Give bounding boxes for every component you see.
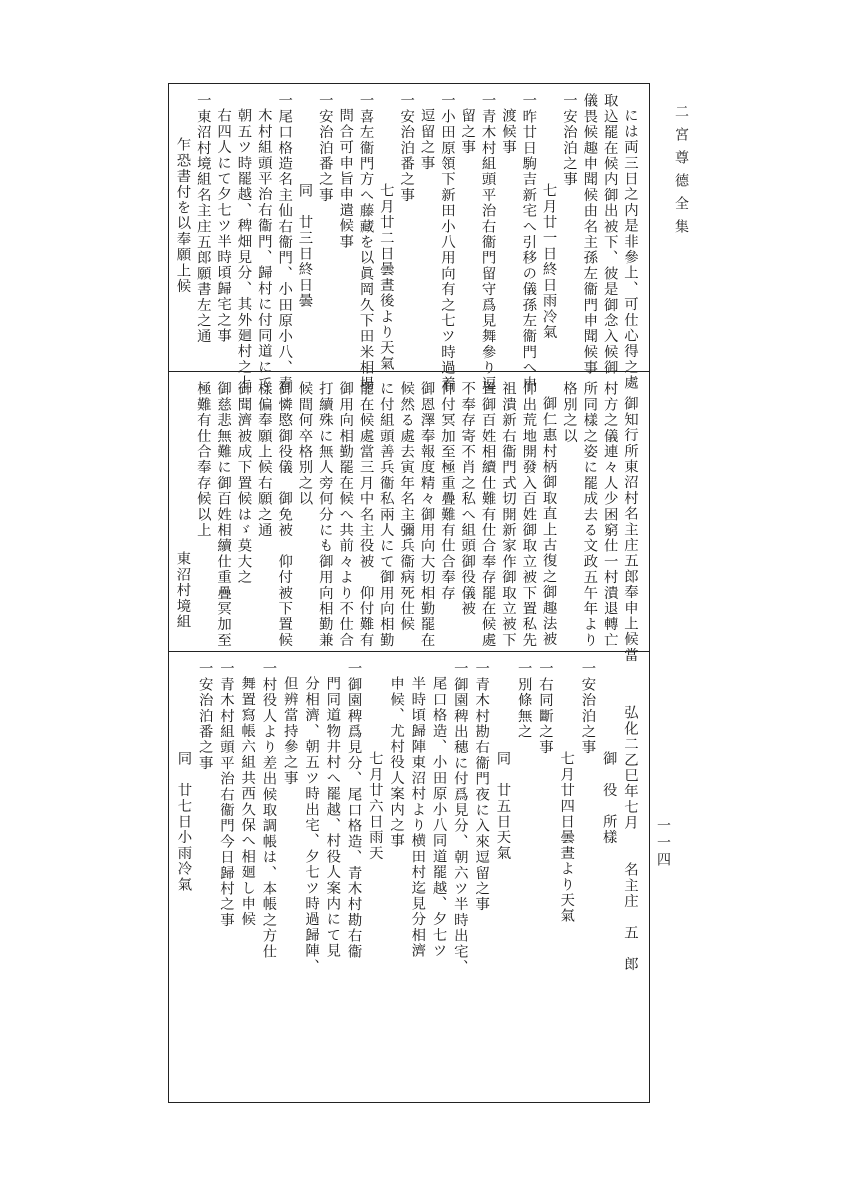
page-number: 一一四: [655, 818, 671, 869]
text-column: 御憐愍御役儀 御免被 仰付被下置候: [276, 381, 293, 648]
text-column: 祖潰新右衞門式切開新家作御取立被下: [499, 381, 516, 648]
text-column: 樣偏奉願上候右願之通: [255, 381, 272, 538]
text-column: 一青木村組頭平治右衞門今日歸村之事: [217, 661, 234, 928]
text-column: 一東沼村境組名主庄五郎願書左之通: [194, 93, 211, 345]
running-title: 二宮尊德全集: [673, 104, 689, 242]
text-column: 同 廿三日終日曇: [296, 183, 313, 309]
text-column: 七月廿四日曇晝より天氣: [558, 751, 575, 924]
text-column: 一安治泊番之事: [398, 93, 415, 203]
text-column: 七月廿一日終日雨冷氣: [540, 183, 557, 340]
text-column: 申候、尤村役人案内之事: [388, 676, 405, 849]
text-column: 一安治泊番之事: [316, 93, 333, 203]
text-column: 舞置寫帳六組共西久保へ相廻し申候: [239, 676, 256, 928]
text-column: 東沼村境組: [174, 551, 191, 630]
text-column: 一安治泊番之事: [196, 661, 213, 771]
text-column: 但辨當持參之事: [281, 676, 298, 786]
text-column: 一右同斷之事: [536, 661, 553, 756]
text-column: 七月廿二日曇晝後より天氣: [377, 183, 394, 372]
text-column: 罷在候處當三月中名主役被 仰付難有: [357, 381, 374, 648]
text-column: 木村組頭平治右衞門、歸村に付同道にて: [255, 108, 272, 391]
text-column: 逗留之事: [418, 108, 435, 171]
text-column: に付組頭善兵衞私兩人にて御用向相勤: [377, 381, 394, 648]
text-column: 一小田原領下新田小八用向有之七ツ時過着: [438, 93, 455, 392]
text-column: 一村役人より差出候取調帳は、本帳之方仕: [260, 661, 277, 960]
text-column: 一青木村組頭平治右衞門留守爲見舞參り逗: [479, 93, 496, 392]
text-column: 同 廿七日小雨冷氣: [175, 751, 192, 893]
text-column: 御恩澤奉報度精々御用向大切相勤罷在: [418, 381, 435, 648]
text-column: 不奉存寄不肖之私へ組頭御役儀被: [459, 381, 476, 617]
text-band-bottom: [169, 651, 649, 1102]
text-frame: [168, 83, 650, 1103]
text-column: 仰出荒地開發入百姓御取立被下置私先: [520, 381, 537, 648]
text-column: 一安治泊之事: [560, 93, 577, 188]
text-column: 渡候事: [499, 108, 516, 156]
text-column: 儀畏候趣申聞候由名主孫左衞門申聞候事: [581, 93, 598, 376]
text-column: 御聞濟被成下置候はゞ莫大之: [235, 381, 252, 586]
text-column: 半時頃歸陣東沼村より横田村迄見分相濟: [409, 676, 426, 959]
text-column: 一青木村勘右衞門夜に入來逗留之事: [473, 661, 490, 913]
text-column: 分相濟、朝五ツ時出宅、夕七ツ時過歸陣、: [303, 676, 320, 975]
text-column: 御慈悲無難に御百姓相續仕重疊冥加至: [215, 381, 232, 648]
text-column: 一御園稗爲見分、尾口格造、青木村勘右衞: [345, 661, 362, 960]
text-column: 一安治泊之事: [579, 661, 596, 756]
text-column: 村方之儀連々人少困窮仕一村潰退轉亡: [601, 381, 618, 648]
text-column: 一御園稗出穗に付爲見分、朝六ツ半時出宅、: [451, 661, 468, 975]
text-column: 置御百姓相續仕難有仕合奉存罷在候處: [479, 381, 496, 648]
text-column: 所同樣之姿に罷成去る文政五午年より: [581, 381, 598, 648]
text-column: 御用向相勤罷在候へ共前々より不仕合: [337, 381, 354, 648]
text-column: 候間何卒格別之以: [296, 381, 313, 507]
text-column: 七月廿六日雨天: [366, 751, 383, 861]
text-column: 一別條無之: [515, 661, 532, 740]
text-column: 尾口格造、小田原小八同道罷越、夕七ツ: [430, 676, 447, 959]
text-column: 一喜左衞門方へ藤藏を以眞岡久下田米相場: [357, 93, 374, 392]
text-column: 候然る處去寅年名主彌兵衞病死仕候: [398, 381, 415, 633]
text-column: 朝五ツ時罷越、稗畑見分、其外廻村之上: [235, 108, 252, 391]
text-column: 極難有仕合奉存候以上: [194, 381, 211, 538]
text-column: 弘化二乙巳年七月 名主庄 五 郎: [622, 705, 638, 972]
text-column: 同 廿五日天氣: [494, 751, 511, 861]
text-column: 一尾口格造名主仙右衞門、小田原小八、青: [276, 93, 293, 392]
text-column: 御知行所東沼村名主庄五郎奉申上候當: [622, 396, 638, 663]
text-column: 御 役 所樣: [600, 751, 617, 846]
text-column: 乍恐書付を以奉願上候: [174, 137, 191, 294]
text-column: には両三日之内是非參上、可仕心得之處: [622, 108, 638, 391]
text-column: 留之事: [459, 108, 476, 156]
text-band-top: [169, 84, 649, 392]
text-column: 御仁惠村柄御取直上古復之御趣法被: [540, 396, 557, 648]
text-column: 取込罷在候内御出被下、彼是御念入候御: [601, 93, 618, 376]
text-column: 格別之以: [560, 381, 577, 444]
text-column: 仰付冥加至極重疊難有仕合奉存: [438, 381, 455, 601]
text-column: 一昨廿日駒吉新宅へ引移の儀孫左衞門へ申: [520, 93, 537, 392]
text-band-middle: [169, 371, 649, 663]
text-column: 門同道物井村へ罷越、村役人案内にて見: [324, 676, 341, 959]
text-column: 打續殊に無人旁何分にも御用向相勤兼: [316, 381, 333, 648]
text-column: 右四人にて夕七ツ半時頃歸宅之事: [215, 108, 232, 344]
text-column: 問合可申旨申遣候事: [337, 108, 354, 250]
